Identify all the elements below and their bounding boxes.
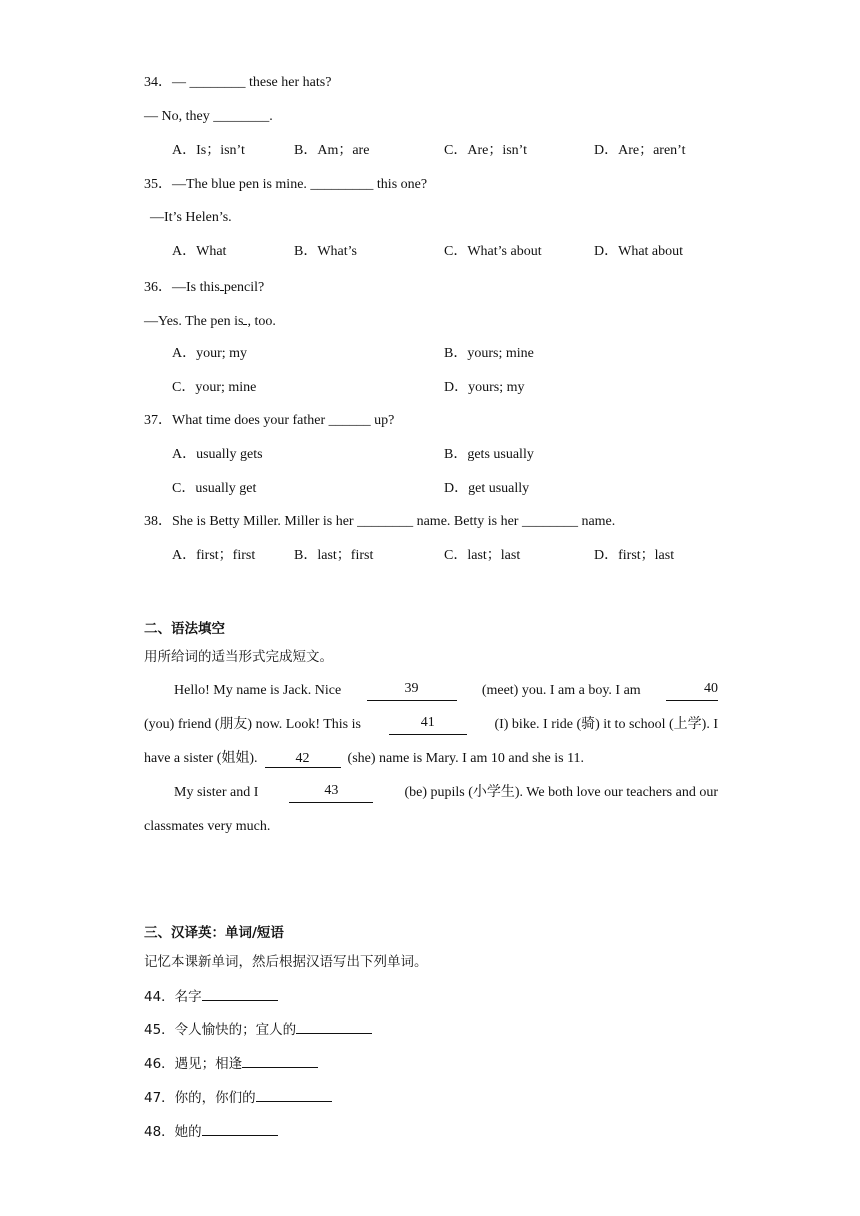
question-34-option-c: C．Are；isn’t [444,143,527,158]
passage-line-4 [174,783,718,803]
passage-line-5: classmates very much. [144,819,271,834]
section-3-instruction: 记忆本课新单词，然后根据汉语写出下列单词。 [144,954,428,970]
question-34-option-a: A．Is；isn’t [172,143,245,158]
question-35-option-a: A．What [172,244,227,259]
blank-43[interactable]: 43 [289,783,373,803]
vocab-prompt: 47．你的，你们的 [144,1090,256,1106]
passage-text: (be) pupils (小学生). We both love our teachers and our [404,785,718,800]
blank-39[interactable]: 39 [367,681,457,701]
question-36-answer-end: , too. [247,314,276,329]
question-37-option-a: A．usually gets [172,447,263,462]
question-37-option-d: D．get usually [444,481,530,496]
passage-line-3 [144,749,718,769]
question-34-option-d: D．Are；aren’t [594,143,686,158]
vocab-answer-blank[interactable] [202,1121,278,1136]
question-38-stem: 38．She is Betty Miller. Miller is her ________ name. Betty is her ________ name. [144,514,616,529]
vocab-item-46 [144,1053,318,1074]
passage-line-2 [144,715,718,735]
vocab-item-44 [144,986,278,1007]
vocab-answer-blank[interactable] [242,1053,318,1068]
question-37-option-c: C．usually get [172,481,257,496]
vocab-prompt: 48．她的 [144,1124,202,1140]
question-36-stem [144,276,264,298]
vocab-answer-blank[interactable] [256,1087,332,1102]
question-34-answer-line: — No, they ________. [144,109,273,124]
vocab-prompt: 44．名字 [144,989,202,1005]
vocab-answer-blank[interactable] [296,1019,372,1034]
question-35-answer-line: —It’s Helen’s. [150,210,232,225]
question-38-option-b: B．last；first [294,548,374,563]
question-34-stem: 34．— ________ these her hats? [144,75,332,90]
passage-text: (I) bike. I ride (骑) it to school (上学). I [494,717,718,732]
vocab-item-45 [144,1019,372,1040]
section-2-title: 二、语法填空 [144,621,225,637]
blank-40[interactable]: 40 [666,681,718,701]
section-2-instruction: 用所给词的适当形式完成短文。 [144,649,333,665]
question-38-option-a: A．first；first [172,548,256,563]
passage-text: (she) name is Mary. I am 10 and she is 11. [347,751,585,766]
question-37-stem: 37．What time does your father ______ up? [144,413,395,428]
question-36-stem-start: 36．—Is this [144,280,220,295]
question-36-answer-line [144,310,276,332]
vocab-item-48 [144,1121,278,1142]
question-35-option-d: D．What about [594,244,684,259]
question-36-answer-start: —Yes. The pen is [144,314,244,329]
question-37-option-b: B．gets usually [444,447,534,462]
passage-line-1 [174,681,718,701]
passage-text: Hello! My name is Jack. Nice [174,683,342,698]
section-3-title: 三、汉译英：单词/短语 [144,925,284,941]
vocab-prompt: 46．遇见；相逢 [144,1056,243,1072]
vocab-item-47 [144,1087,332,1108]
question-35-stem: 35．—The blue pen is mine. _________ this one? [144,177,428,192]
blank-41[interactable]: 41 [389,715,467,735]
question-36-option-a: A．your; my [172,346,248,361]
question-36-option-b: B．yours; mine [444,346,534,361]
vocab-prompt: 45．令人愉快的；宜人的 [144,1022,297,1038]
passage-text: have a sister (姐姐). [144,751,258,766]
question-38-option-c: C．last；last [444,548,521,563]
question-38-option-d: D．first；last [594,548,675,563]
passage-text: (you) friend (朋友) now. Look! This is [144,717,361,732]
vocab-answer-blank[interactable] [202,986,278,1001]
passage-text: My sister and I [174,785,259,800]
question-36-option-d: D．yours; my [444,380,525,395]
question-35-option-b: B．What’s [294,244,357,259]
question-35-option-c: C．What’s about [444,244,542,259]
question-36-stem-end: pencil? [223,280,265,295]
question-36-option-c: C．your; mine [172,380,257,395]
blank-42[interactable]: 42 [265,751,341,768]
passage-text: (meet) you. I am a boy. I am [481,683,641,698]
question-34-option-b: B．Am；are [294,143,370,158]
